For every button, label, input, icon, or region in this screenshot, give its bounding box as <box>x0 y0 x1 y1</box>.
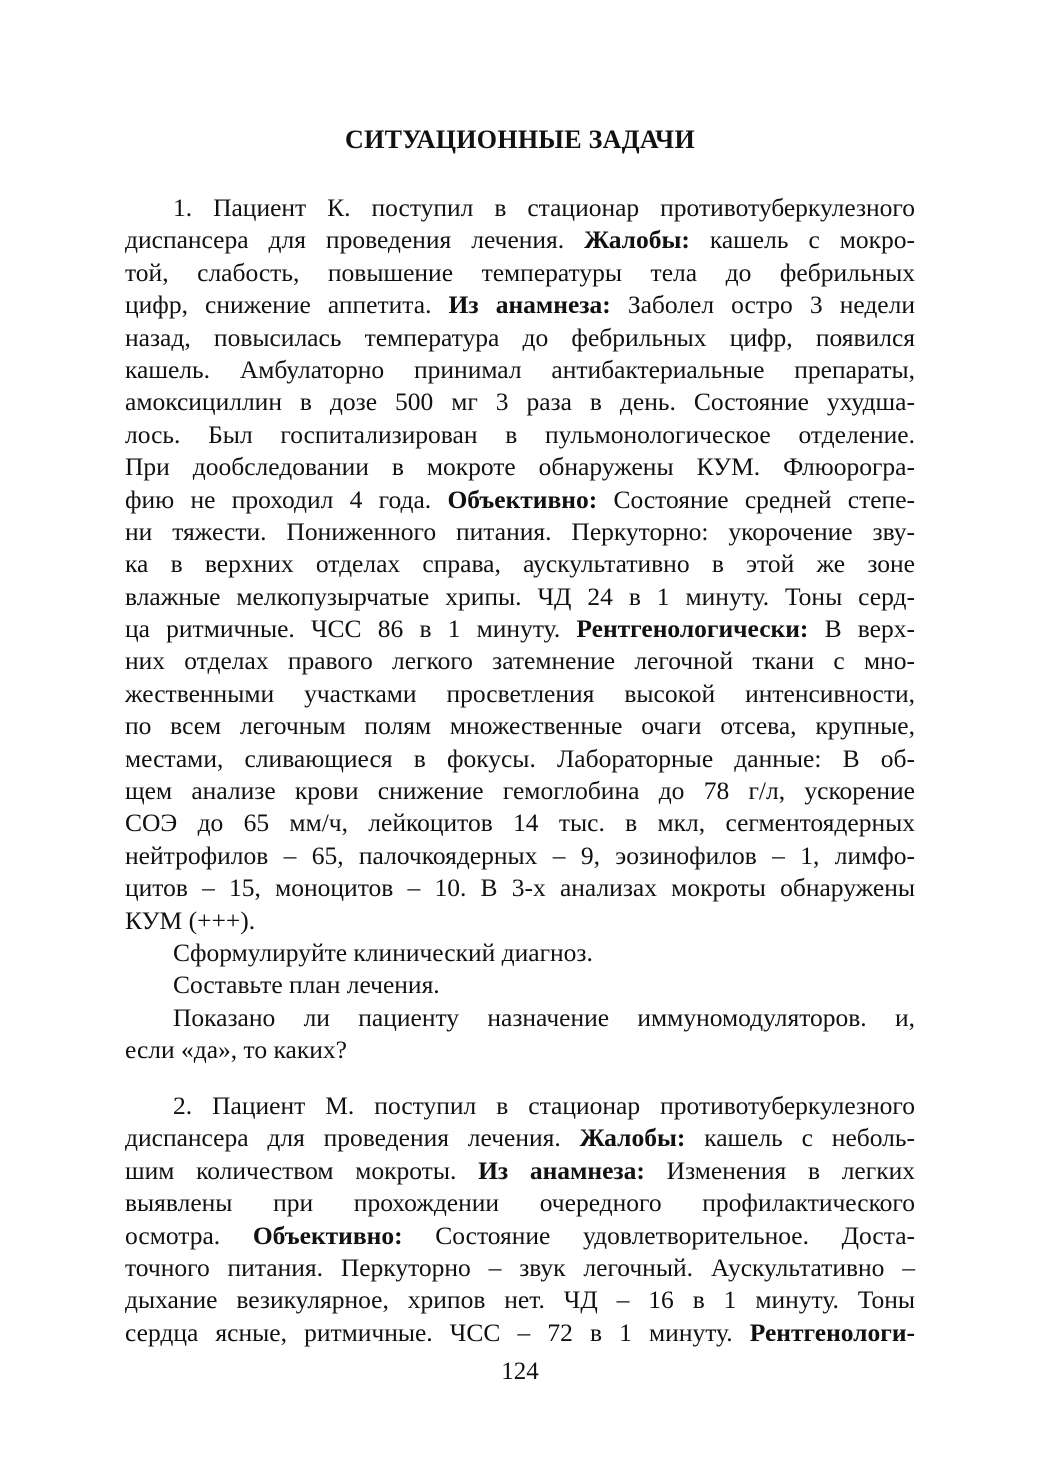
label-anamnesis: Из анамнеза: <box>478 1155 645 1185</box>
label-radiology: Рентгенологи- <box>749 1317 915 1347</box>
text-line: ца ритмичные. ЧСС 86 в 1 минуту. Рентгенологически: В верх- <box>125 614 915 644</box>
text-line: назад, повысилась температура до фебрильных цифр, появился <box>125 322 915 352</box>
text-line: цифр, снижение аппетита. Из анамнеза: Заболел остро 3 недели <box>125 290 915 320</box>
text-line: той, слабость, повышение температуры тела до фебрильных <box>125 257 915 287</box>
text-line: цитов – 15, моноцитов – 10. В 3-х анализах мокроты обнаружены <box>125 873 915 903</box>
text-line: нейтрофилов – 65, палочкоядерных – 9, эозинофилов – 1, лимфо- <box>125 840 915 870</box>
question-3: Показано ли пациенту назначение иммуномодуляторов. и, <box>173 1002 915 1032</box>
question-2: Составьте план лечения. <box>173 970 440 1000</box>
page-title: СИТУАЦИОННЫЕ ЗАДАЧИ <box>345 125 695 154</box>
text-line: лось. Был госпитализирован в пульмонологическое отделение. <box>125 419 915 449</box>
text-line: КУМ (+++). <box>125 905 256 935</box>
text-line: щем анализе крови снижение гемоглобина до 78 г/л, ускорение <box>125 776 915 806</box>
text-line: влажные мелкопузырчатые хрипы. ЧД 24 в 1 минуту. Тоны серд- <box>125 581 915 611</box>
text-line: шим количеством мокроты. Из анамнеза: Изменения в легких <box>125 1155 915 1185</box>
text-line: При дообследовании в мокроте обнаружены КУМ. Флюорогра- <box>125 452 915 482</box>
question-3-continued: если «да», то каких? <box>125 1035 347 1065</box>
text-line: осмотра. Объективно: Состояние удовлетворительное. Доста- <box>125 1220 915 1250</box>
question-1: Сформулируйте клинический диагноз. <box>173 937 593 967</box>
label-radiology: Рентгенологически: <box>576 614 809 644</box>
text-line: амоксициллин в дозе 500 мг 3 раза в день. Состояние ухудша- <box>125 387 915 417</box>
label-anamnesis: Из анамнеза: <box>448 290 611 320</box>
text-line: ни тяжести. Пониженного питания. Перкуторно: укорочение зву- <box>125 516 915 546</box>
text-line: дыхание везикулярное, хрипов нет. ЧД – 16 в 1 минуту. Тоны <box>125 1285 915 1315</box>
text-line: 1. Пациент К. поступил в стационар противотуберкулезного <box>173 193 915 222</box>
text-line: диспансера для проведения лечения. Жалобы: кашель с мокро- <box>125 225 915 255</box>
text-line: них отделах правого легкого затемнение легочной ткани с мно- <box>125 646 915 676</box>
label-complaints: Жалобы: <box>579 1123 686 1153</box>
text-line: точного питания. Перкуторно – звук легочный. Аускультативно – <box>125 1252 915 1282</box>
label-complaints: Жалобы: <box>584 225 690 255</box>
text-line: диспансера для проведения лечения. Жалобы: кашель с неболь- <box>125 1123 915 1153</box>
text-line: фию не проходил 4 года. Объективно: Состояние средней степе- <box>125 484 916 514</box>
text-line: кашель. Амбулаторно принимал антибактериальные препараты, <box>125 354 915 384</box>
task-2 <box>125 1090 915 1349</box>
text-line: СОЭ до 65 мм/ч, лейкоцитов 14 тыс. в мкл, сегментоядерных <box>125 808 915 838</box>
text-line: местами, сливающиеся в фокусы. Лабораторные данные: В об- <box>125 743 915 773</box>
task-1 <box>125 192 915 1067</box>
label-objective: Объективно: <box>252 1220 403 1250</box>
text-line: выявлены при прохождении очередного профилактического <box>125 1188 915 1218</box>
page-number: 124 <box>501 1358 539 1385</box>
label-objective: Объективно: <box>447 484 598 514</box>
text-line: по всем легочным полям множественные очаги отсева, крупные, <box>125 711 915 741</box>
text-line: сердца ясные, ритмичные. ЧСС – 72 в 1 минуту. Рентгенологи- <box>125 1317 915 1347</box>
text-line: ка в верхних отделах справа, аускультативно в этой же зоне <box>125 549 915 579</box>
text-line: жественными участками просветления высокой интенсивности, <box>125 678 915 708</box>
text-line: 2. Пациент М. поступил в стационар противотуберкулезного <box>173 1091 915 1120</box>
